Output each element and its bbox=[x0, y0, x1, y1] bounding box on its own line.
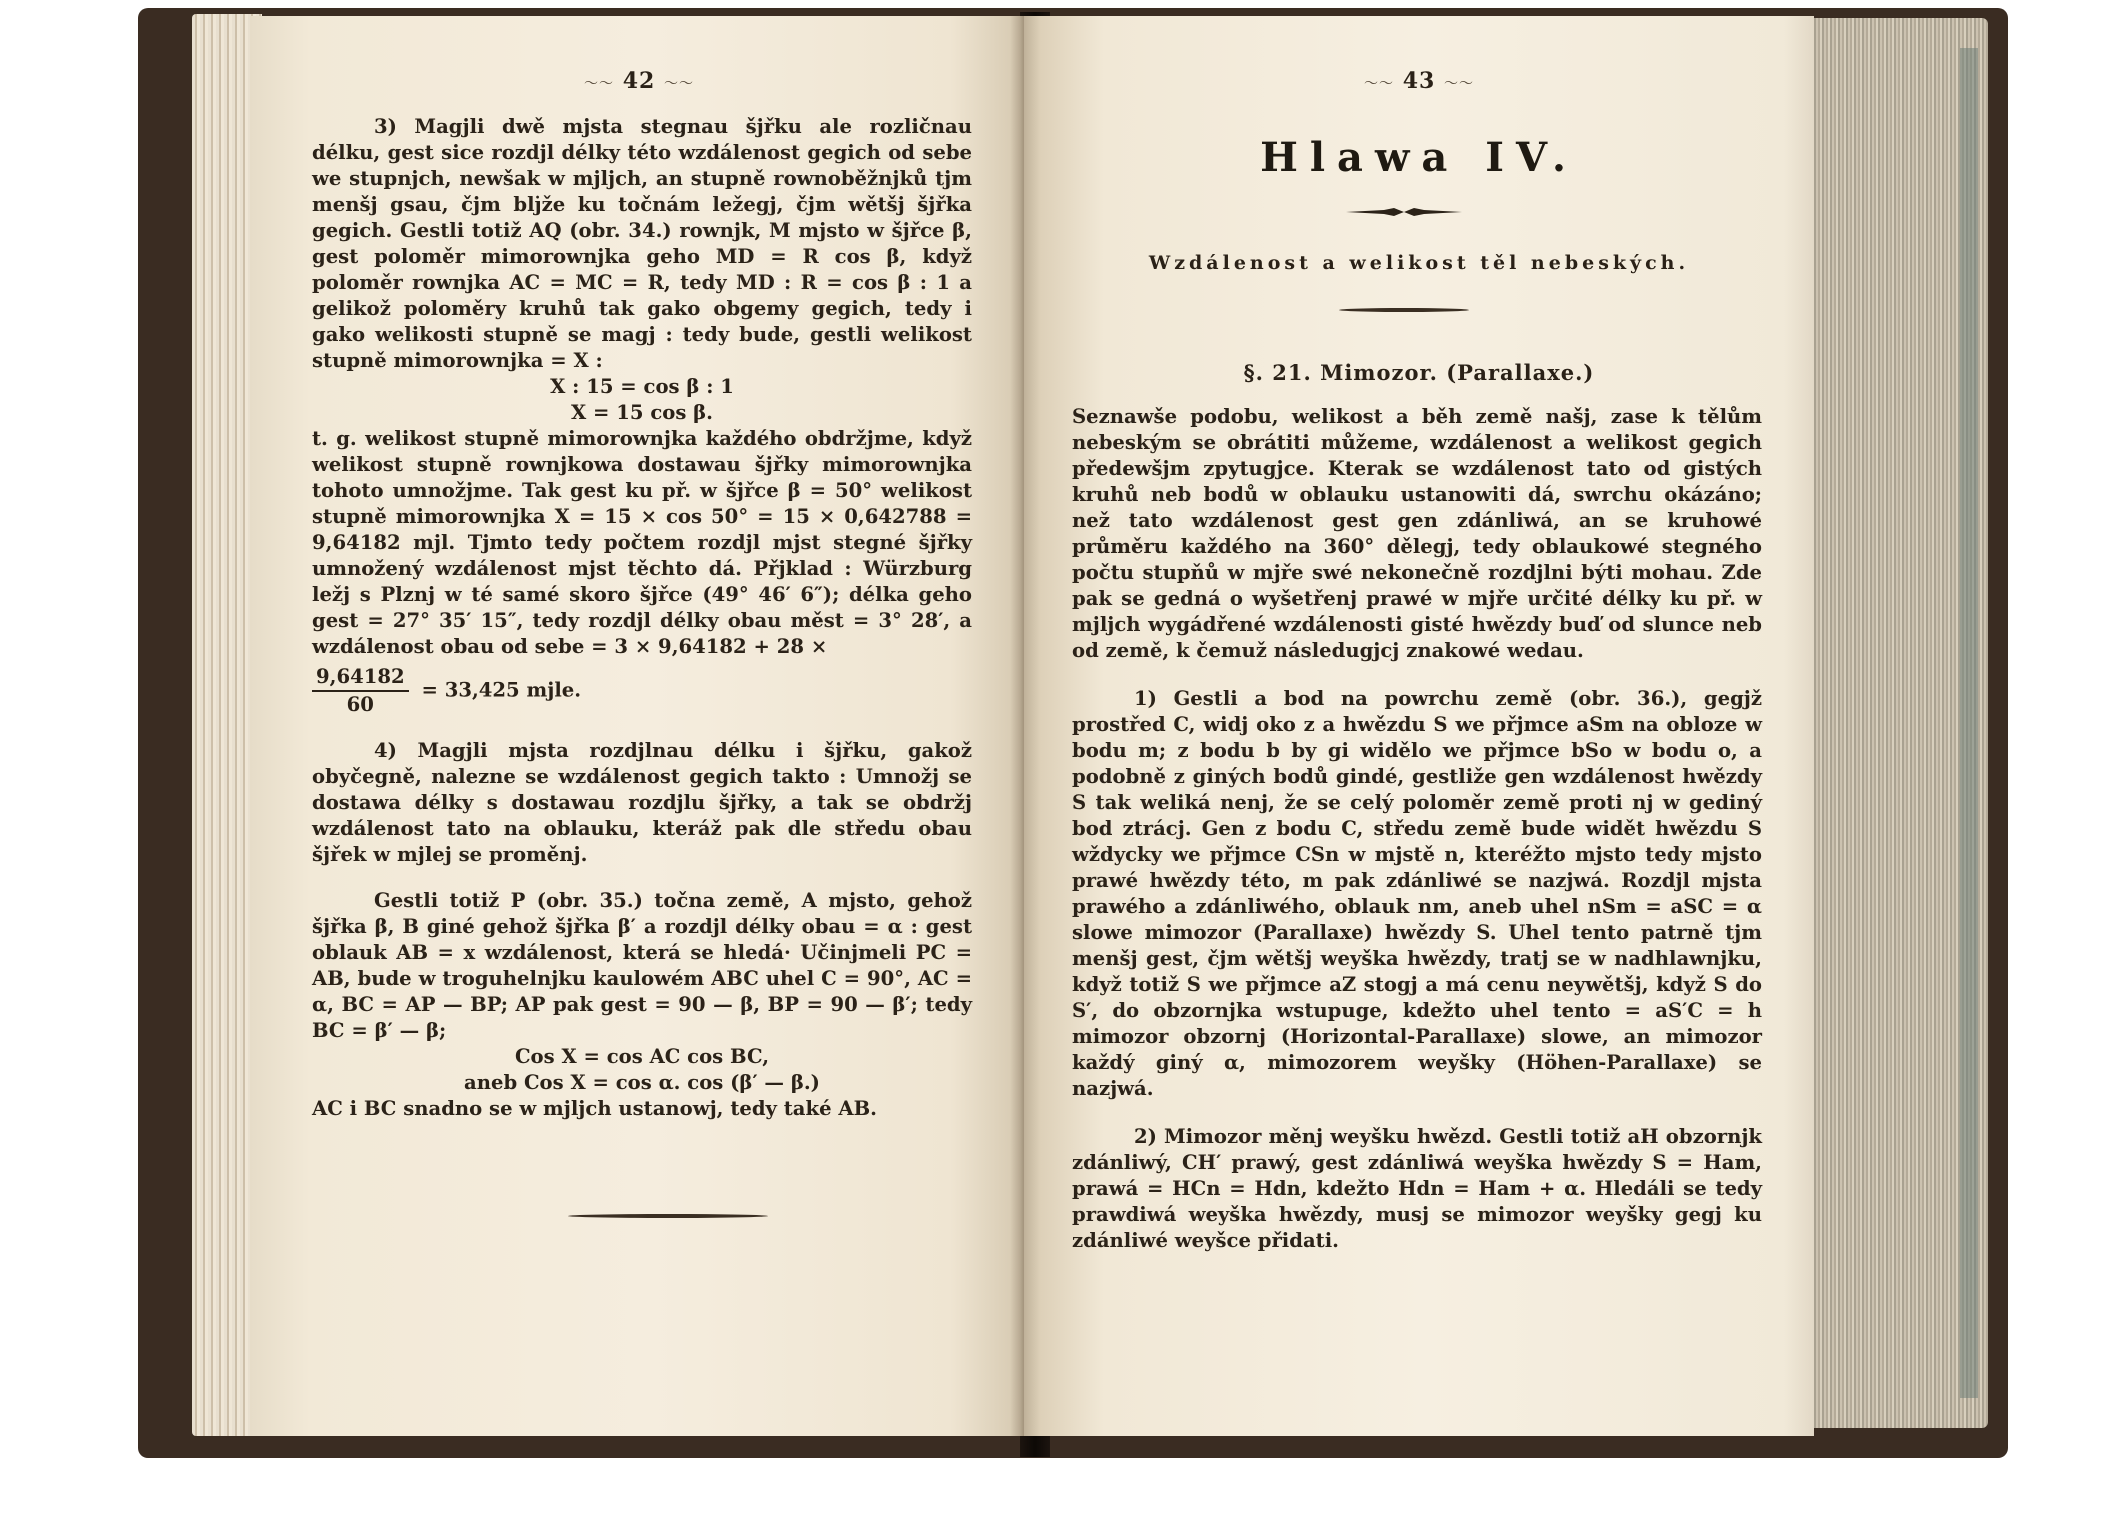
head-ornament: ～～ bbox=[1364, 76, 1395, 92]
right-running-head bbox=[1024, 68, 1814, 94]
fraction-denominator: 60 bbox=[346, 693, 374, 716]
head-ornament: ～～ bbox=[584, 76, 615, 92]
right-edge-tint bbox=[1960, 48, 1978, 1398]
left-page bbox=[250, 16, 1028, 1436]
equation-3: Cos X = cos AC cos BC, bbox=[514, 1045, 770, 1068]
chapter-title: Hlawa IV. bbox=[1260, 134, 1578, 181]
left-running-head bbox=[250, 68, 1028, 94]
fraction-result: = 33,425 mjle. bbox=[421, 678, 582, 702]
paragraph-3b: t. g. welikost stupně mimorownjka každého obdržjme, když welikost stupně rownjkowa dostawau šjřky mimorownjka tohoto umnožjme. Tak gest ku př. w šjřce β = 50° welikost stupně mimorownjka X = 15 × cos 50° = 15 × 0,642788 = 9,64182 mjl. Tjmto tedy počtem rozdjl mjst stegné šjřky umnožený wzdálenost mjst těchto dá. Přjklad : Würzburg ležj s Plznj w té samé skoro šjřce (49° 46′ 6″); délka geho gest = 27° 35′ 15″, tedy rozdjl délky obau měst = 3° 28′, a wzdálenost obau od sebe = 3 × 9,64182 + 28 × bbox=[312, 427, 972, 658]
head-ornament: ～～ bbox=[1443, 76, 1474, 92]
subtitle-rule bbox=[1339, 308, 1469, 312]
chapter-ornament bbox=[1344, 206, 1464, 218]
left-page-number: 42 bbox=[622, 68, 656, 94]
paragraph-4: 4) Magjli mjsta rozdjlnau délku i šjřku, gakož obyčegně, nalezne se wzdálenost gegich takto : Umnožj se dostawa délky s dostawau rozdjlu šjřky, a tak se obdržj wzdálenost tato na oblauku, kteráž pak dle středu obau šjřek w mjlej se proměnj. bbox=[312, 739, 972, 866]
paragraph-6: AC i BC snadno se w mjljch ustanowj, tedy také AB. bbox=[312, 1097, 877, 1120]
right-text-block bbox=[1072, 404, 1762, 1254]
right-page bbox=[1024, 16, 1814, 1436]
right-page-number: 43 bbox=[1402, 68, 1436, 94]
end-rule bbox=[568, 1214, 768, 1218]
paragraph-parallax-1: 1) Gestli a bod na powrchu země (obr. 36.), gegjž prostřed C, widj oko z a hwězdu S we přjmce aSm na obloze w bodu m; z bodu b by gi widělo we přjmce bSo w bodu o, a podobně z giných bodů gindé, gestliže gen wzdálenost hwězdy S tak weliká nenj, že se celý poloměr země proti nj w gediný bod ztrácj. Gen z bodu C, středu země bude widět hwězdu S wždycky we přjmce CSn w mjstě n, kteréžto mjsto tedy mjsto prawé hwězdy této, m pak zdánliwé se nazjwá. Rozdjl mjsta prawého a zdánliwého, oblauk nm, aneb uhel nSm = aSC = α slowe mimozor (Parallaxe) hwězdy S. Uhel tento patrně tjm menšj gest, čjm wětšj weyška hwězdy, tratj se w nadhlawnjku, když totiž S we přjmce aZ stogj a má cenu neywětšj, když S do S′, do obzornjka wstupuge, kdežto uhel tento = aS′C = h mimozor obzornj (Horizontal-Parallaxe) slowe, an mimozor každý giný α, mimozorem weyšky (Höhen-Parallaxe) se nazjwá. bbox=[1072, 687, 1762, 1100]
paragraph-intro: Seznawše podobu, welikost a běh země našj, zase k tělům nebeským se obrátiti můžeme, wzdálenost a welikost gegich předewšjm zpytugjce. Kterak se wzdálenost tato od gistých kruhů neb bodů w oblauku ustanowiti dá, swrchu okázáno; než tato wzdálenost gest gen zdánliwá, an se kruhowé průměru každého na 360° dělegj, tedy oblaukowé stegného počtu stupňů w mjře swé nekonečně rozdjlni býti mohau. Zde pak se gedná o wyšetřenj prawé w mjře určité délky ku př. w mjljch wygádřené wzdálenosti gisté hwězdy buď od slunce neb od země, k čemuž následugjcj znakowé wedau. bbox=[1072, 405, 1762, 662]
equation-2: X = 15 cos β. bbox=[570, 401, 714, 424]
left-text-block bbox=[312, 114, 972, 1122]
chapter-subtitle: Wzdálenost a welikost těl nebeských. bbox=[1148, 252, 1690, 274]
equation-1: X : 15 = cos β : 1 bbox=[550, 375, 734, 398]
equation-4: aneb Cos X = cos α. cos (β′ — β.) bbox=[464, 1071, 820, 1094]
paragraph-3: 3) Magjli dwě mjsta stegnau šjřku ale rozličnau délku, gest sice rozdjl délky této wzdálenost gegich od sebe we stupnjch, newšak w mjljch, an stupně rownoběžnjků tjm menšj gsau, čjm blj̇že ku točnám ležegj, čjm wětšj šjřka gegich. Gestli totiž AQ (obr. 34.) rownjk, M mjsto w šjřce β, gest poloměr mimorownjka geho MD = R cos β, když poloměr rownjka AC = MC = R, tedy MD : R = cos β : 1 a gelikož poloměry kruhů tak gako obgemy gegich, tedy i gako welikosti stupně se magj : tedy bude, gestli welikost stupně mimorownjka = X : bbox=[312, 115, 972, 372]
fraction-numerator: 9,64182 bbox=[312, 664, 409, 692]
section-title: §. 21. Mimozor. (Parallaxe.) bbox=[1243, 360, 1595, 385]
paragraph-parallax-2: 2) Mimozor měnj weyšku hwězd. Gestli totiž aH obzornjk zdánliwý, CH′ prawý, gest zdánliwá weyška hwězdy S = Ham, prawá = HCn = Hdn, kdežto Hdn = Ham + α. Hledáli se tedy prawdiwá weyška hwězdy, musj se mimozor weyšky gegj ku zdánliwé weyšce přidati. bbox=[1072, 1125, 1762, 1252]
fraction bbox=[312, 664, 409, 718]
fraction-line bbox=[312, 664, 972, 718]
paragraph-5: Gestli totiž P (obr. 35.) točna země, A mjsto, gehož šjřka β, B giné gehož šjřka β′ a rozdjl délky obau = α : gest oblauk AB = x wzdálenost, která se hledá· Učinjmeli PC = AB, bude w troguhelnjku kaulowém ABC uhel C = 90°, AC = α, BC = AP — BP; AP pak gest = 90 — β, BP = 90 — β′; tedy BC = β′ — β; bbox=[312, 889, 972, 1042]
head-ornament: ～～ bbox=[663, 76, 694, 92]
